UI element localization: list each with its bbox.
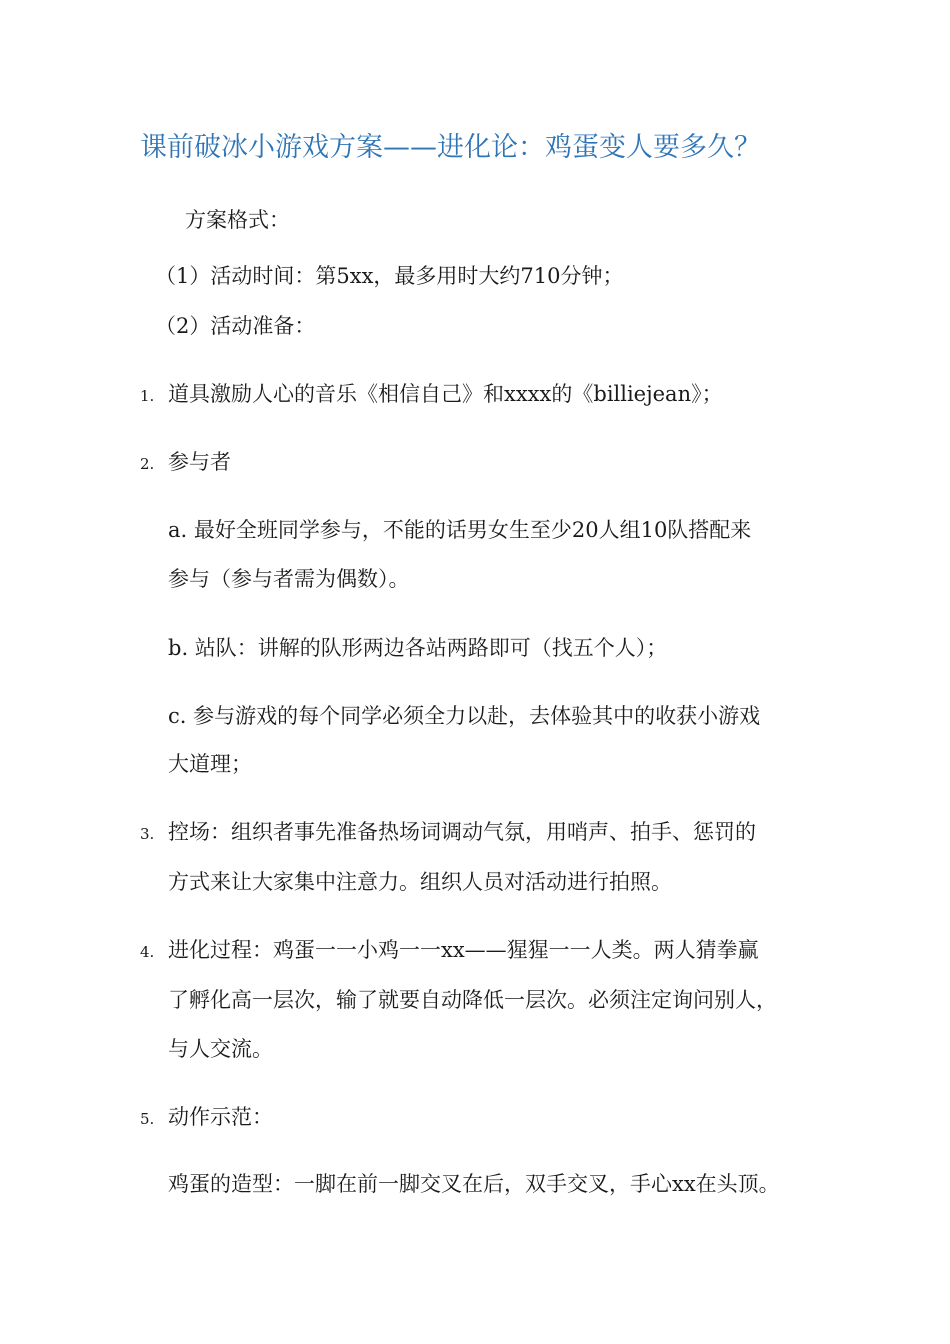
list-item-text: 进化过程：鸡蛋一一小鸡一一xx——猩猩一一人类。两人猜拳赢 (168, 938, 759, 962)
document-title: 课前破冰小游戏方案——进化论：鸡蛋变人要多久？ (140, 132, 761, 163)
sub-item-b: b. 站队：讲解的队形两边各站两路即可（找五个人）； (168, 636, 668, 660)
sub-item-a-line2: 参与（参与者需为偶数）。 (168, 567, 410, 591)
item-3-continuation: 方式来让大家集中注意力。组织人员对活动进行拍照。 (168, 870, 672, 894)
item-4-continuation-line2: 与人交流。 (168, 1037, 273, 1061)
format-heading: 方案格式： (185, 208, 290, 232)
activity-prep: （2）活动准备： (155, 314, 316, 338)
list-item (140, 934, 759, 968)
list-item-number: 3. (140, 825, 155, 843)
item-4-continuation-line1: 了孵化高一层次，输了就要自动降低一层次。必须注定询问别人， (168, 988, 777, 1012)
sub-item-a-line1: a. 最好全班同学参与，不能的话男女生至少20人组10队搭配来 (168, 518, 752, 542)
egg-pose-description: 鸡蛋的造型：一脚在前一脚交叉在后，双手交叉，手心xx在头顶。 (168, 1172, 780, 1196)
list-item-text: 道具激励人心的音乐《相信自己》和xxxx的《billiejean》； (168, 382, 723, 406)
list-item-number: 4. (140, 943, 155, 961)
list-item-text: 参与者 (168, 450, 231, 474)
list-item-number: 1. (140, 387, 155, 405)
list-item (140, 446, 231, 480)
list-item-text: 控场：组织者事先准备热场词调动气氛，用哨声、拍手、惩罚的 (168, 820, 756, 844)
list-item (140, 1101, 273, 1135)
list-item-number: 5. (140, 1110, 155, 1128)
list-item-number: 2. (140, 455, 155, 473)
list-item (140, 378, 723, 412)
sub-item-c-line2: 大道理； (168, 752, 252, 776)
activity-time: （1）活动时间：第5xx，最多用时大约710分钟； (155, 264, 624, 288)
list-item (140, 816, 756, 850)
list-item-text: 动作示范： (168, 1105, 273, 1129)
sub-item-c-line1: c. 参与游戏的每个同学必须全力以赴，去体验其中的收获小游戏 (168, 704, 761, 728)
